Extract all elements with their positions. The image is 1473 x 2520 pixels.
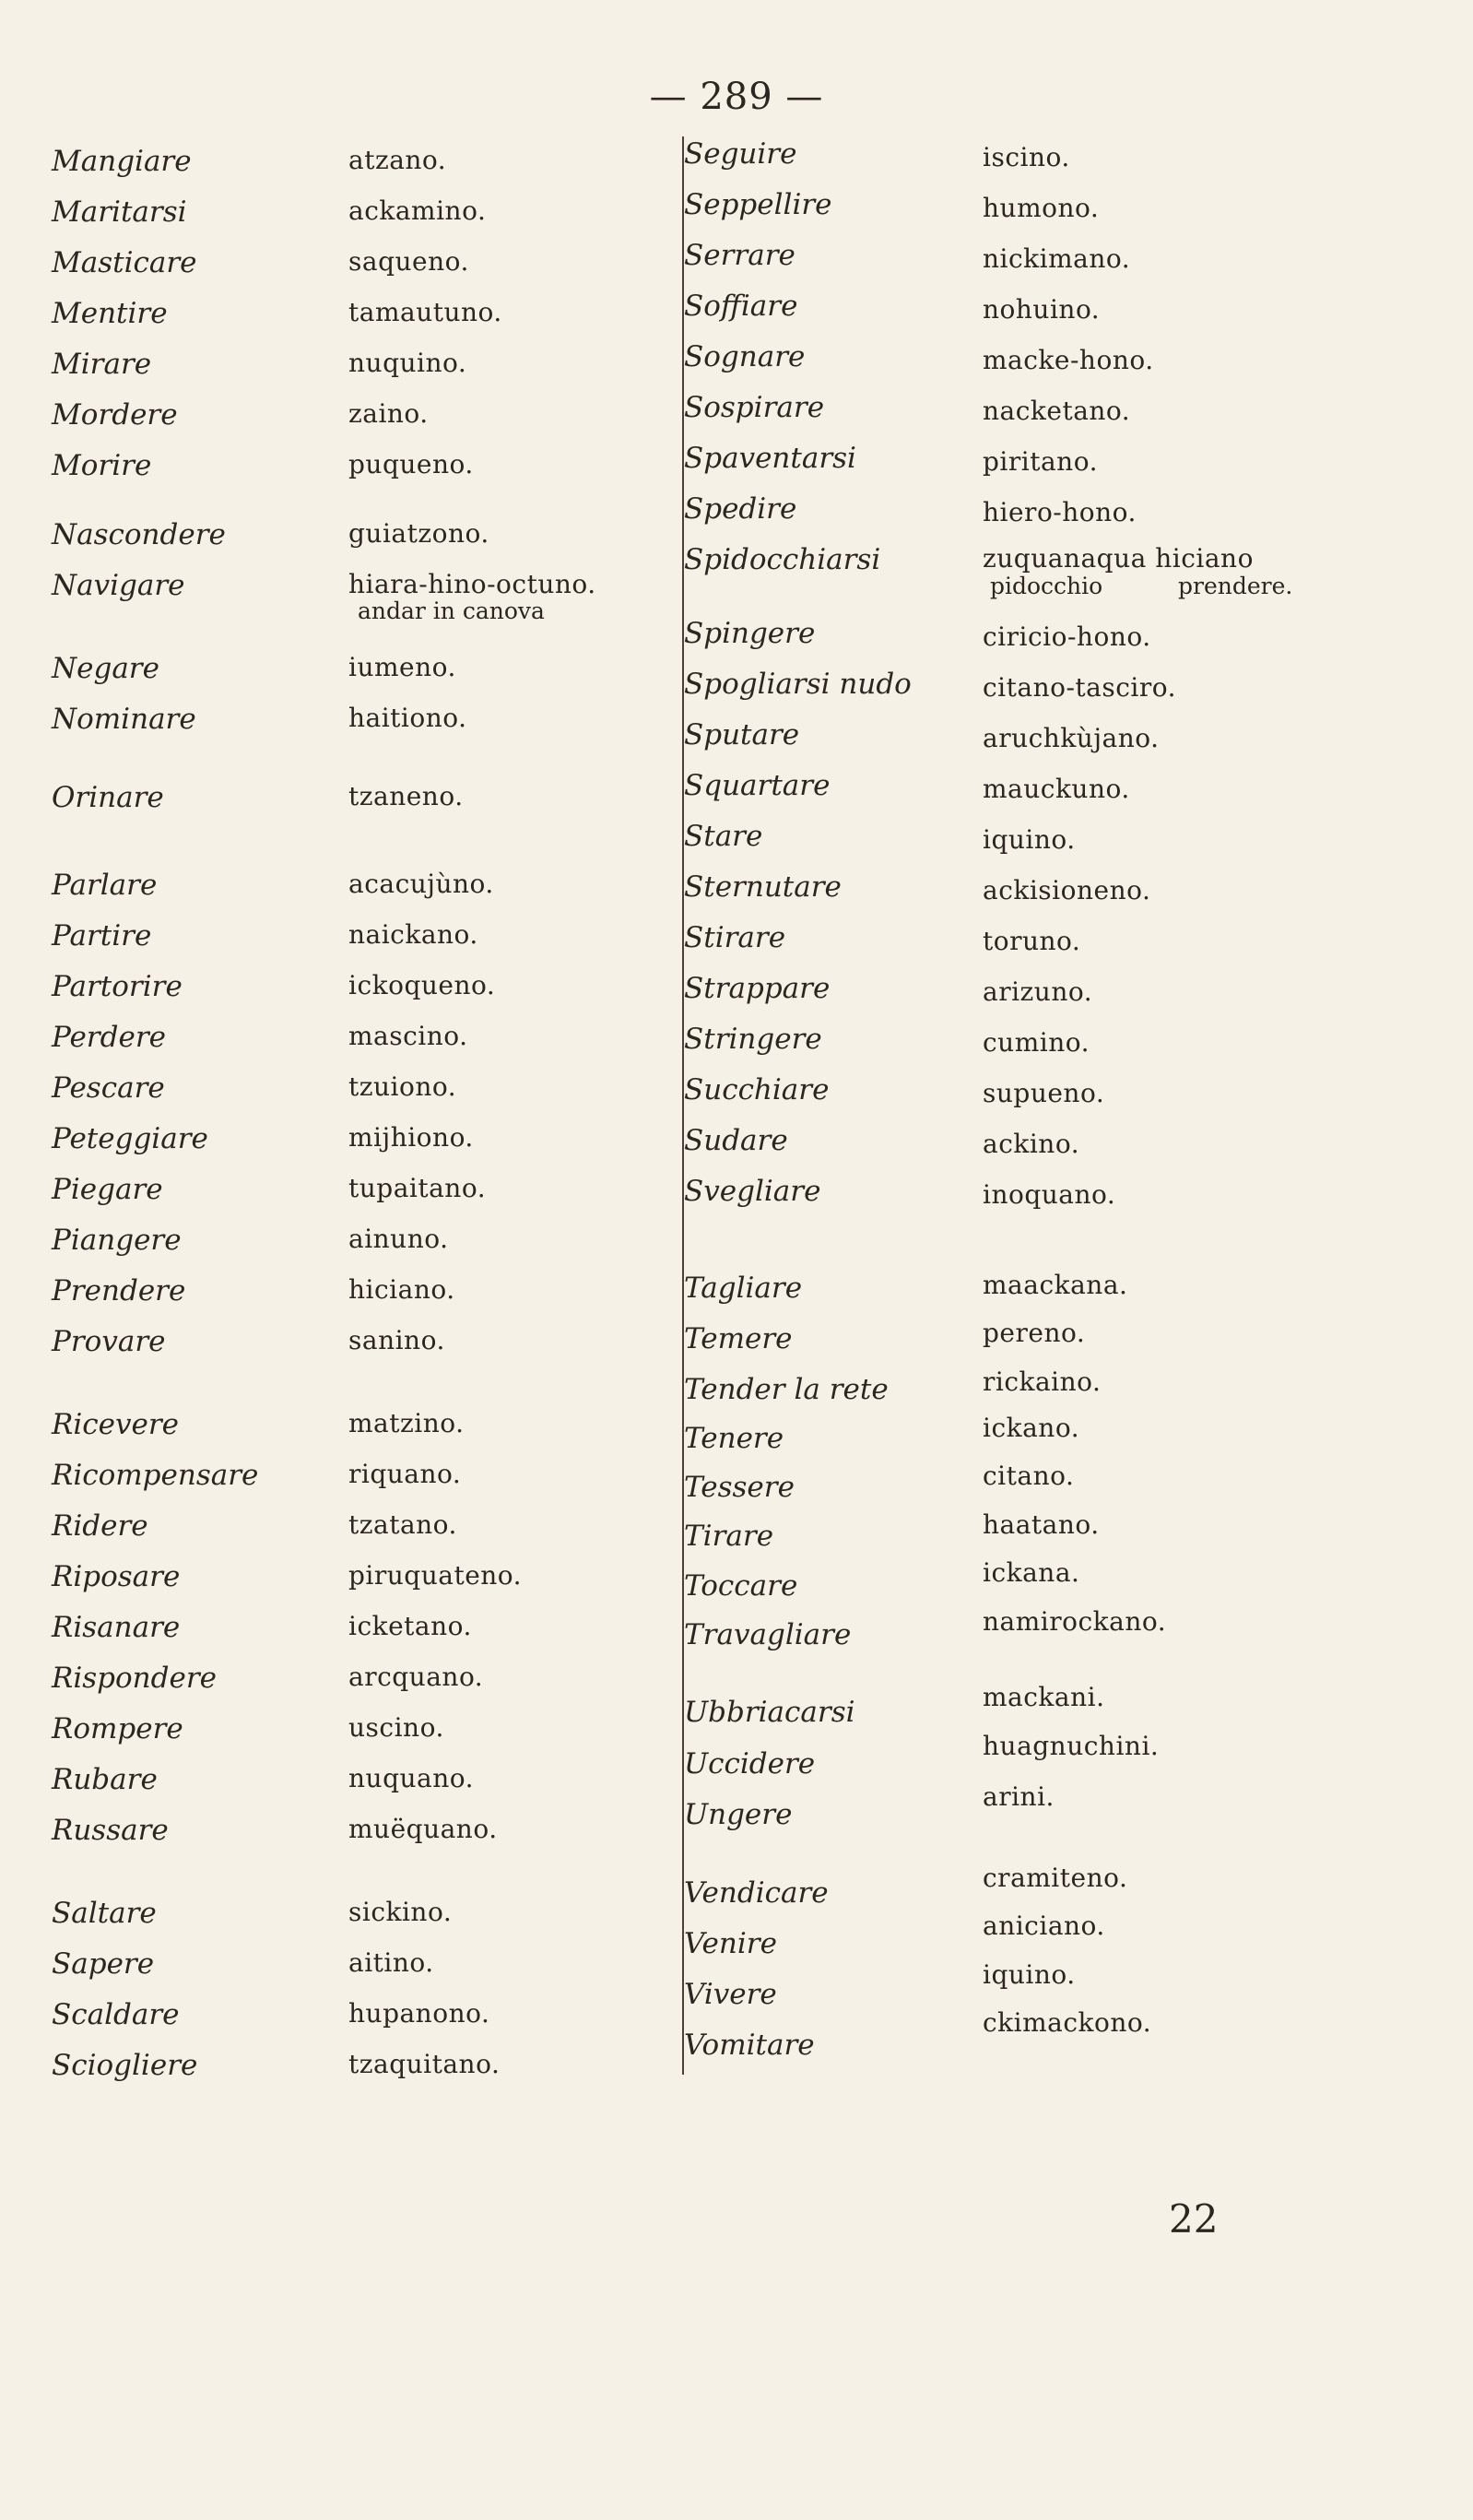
gloss-navigare: andar in canova [358,597,545,624]
right-verb: Toccare [684,1569,798,1603]
left-translation: icketano. [348,1611,472,1641]
right-translation: ackino. [983,1129,1080,1159]
right-verb: Sognare [684,340,806,373]
right-verb: Spidocchiarsi [684,543,881,576]
left-verb: Parlare [52,869,158,902]
right-verb: Tenere [684,1422,784,1455]
right-verb: Tagliare [684,1272,803,1305]
right-translation: nohuino. [983,294,1101,325]
left-translation: tzaquitano. [348,2049,501,2079]
left-verb: Russare [52,1814,169,1847]
left-translation: ainuno. [348,1224,449,1254]
right-translation: arizuno. [983,976,1093,1007]
right-translation: ciricio-hono. [983,621,1151,652]
right-verb: Uccidere [684,1747,816,1781]
right-verb: Stare [684,820,763,853]
right-translation: ckimackono. [983,2007,1152,2038]
left-translation: mascino. [348,1021,468,1051]
left-verb: Partorire [52,970,183,1003]
left-verb: Peteggiare [52,1122,208,1155]
right-translation: citano-tasciro. [983,672,1177,703]
right-verb: Tessere [684,1471,795,1504]
right-translation: humono. [983,193,1100,223]
right-verb: Strappare [684,972,831,1005]
left-translation: tzaneno. [348,781,464,811]
right-translation: hiero-hono. [983,497,1137,527]
left-verb: Provare [52,1325,166,1358]
left-translation: sanino. [348,1325,445,1355]
right-verb: Venire [684,1927,777,1960]
right-verb: Soffiare [684,290,798,323]
left-verb: Negare [52,652,159,685]
left-translation: arcquano. [348,1662,484,1692]
right-verb: Serrare [684,239,795,272]
left-verb: Mangiare [52,145,192,178]
right-translation: nickimano. [983,243,1131,274]
left-verb: Ricompensare [52,1459,259,1492]
right-translation: zuquanaqua hiciano [983,543,1254,574]
left-translation: tamautuno. [348,297,502,327]
left-verb: Mentire [52,297,168,330]
right-translation: iscino. [983,142,1070,172]
left-translation: saqueno. [348,246,469,277]
page-number: — 289 — [649,76,824,118]
right-verb: Temere [684,1322,793,1355]
right-translation: mauckuno. [983,774,1130,804]
left-translation: riquano. [348,1459,462,1489]
left-translation: zaino. [348,398,429,429]
left-verb: Scaldare [52,1998,180,2031]
right-verb: Tender la rete [684,1373,889,1406]
right-translation: arini. [983,1781,1055,1812]
right-translation: supueno. [983,1078,1105,1108]
left-verb: Mirare [52,348,152,381]
left-verb: Perdere [52,1021,166,1054]
left-translation: tzatano. [348,1509,457,1540]
right-translation: cumino. [983,1027,1090,1058]
right-verb: Ubbriacarsi [684,1696,855,1729]
left-translation: tzuiono. [348,1071,457,1102]
left-translation: ackamino. [348,195,487,226]
left-translation: hiciano. [348,1274,455,1305]
right-verb: Travagliare [684,1618,852,1651]
right-translation: mackani. [983,1682,1105,1712]
left-verb: Rompere [52,1712,183,1745]
right-translation: ickana. [983,1557,1080,1588]
left-translation: ickoqueno. [348,970,496,1000]
left-verb: Navigare [52,569,185,602]
right-translation: macke-hono. [983,345,1154,375]
left-verb: Nascondere [52,518,226,551]
right-verb: Vendicare [684,1876,829,1910]
left-translation: puqueno. [348,449,474,479]
left-verb: Sciogliere [52,2049,198,2082]
right-translation: nacketano. [983,396,1131,426]
right-verb: Svegliare [684,1175,821,1208]
left-verb: Piegare [52,1173,163,1206]
right-verb: Sudare [684,1124,788,1157]
left-verb: Riposare [52,1560,181,1593]
left-verb: Partire [52,919,152,952]
left-translation: tupaitano. [348,1173,487,1203]
left-verb: Piangere [52,1224,182,1257]
left-verb: Maritarsi [52,195,187,229]
right-verb: Spingere [684,617,816,650]
right-translation: iquino. [983,824,1076,855]
right-translation: pereno. [983,1318,1086,1348]
left-translation: hiara-hino-octuno. [348,569,596,599]
right-translation: ackisioneno. [983,875,1151,905]
gloss-spidocchiarsi-1: pidocchio [990,573,1103,599]
left-translation: guiatzono. [348,518,489,549]
left-verb: Prendere [52,1274,186,1307]
right-verb: Ungere [684,1798,793,1831]
left-translation: mijhiono. [348,1122,474,1153]
left-verb: Masticare [52,246,197,279]
left-verb: Saltare [52,1897,157,1930]
right-translation: aruchkùjano. [983,723,1160,753]
left-verb: Morire [52,449,152,482]
right-verb: Spogliarsi nudo [684,668,912,701]
right-translation: maackana. [983,1270,1128,1300]
left-verb: Ridere [52,1509,148,1543]
left-verb: Sapere [52,1947,155,1981]
right-translation: iquino. [983,1959,1076,1990]
right-translation: citano. [983,1461,1075,1491]
right-verb: Sputare [684,718,800,751]
left-verb: Ricevere [52,1408,179,1441]
left-verb: Rubare [52,1763,158,1796]
left-translation: muëquano. [348,1814,498,1844]
right-verb: Vomitare [684,2029,815,2062]
left-translation: atzano. [348,145,447,175]
right-translation: cramiteno. [983,1863,1128,1893]
right-translation: inoquano. [983,1179,1116,1210]
right-verb: Succhiare [684,1073,830,1106]
left-translation: iumeno. [348,652,456,682]
right-verb: Stringere [684,1023,822,1056]
left-verb: Mordere [52,398,178,432]
left-translation: hupanono. [348,1998,490,2029]
right-translation: aniciano. [983,1911,1105,1941]
left-verb: Orinare [52,781,164,814]
right-translation: piritano. [983,446,1098,477]
left-translation: naickano. [348,919,478,950]
left-verb: Risanare [52,1611,181,1644]
right-verb: Stirare [684,921,786,954]
left-translation: aitino. [348,1947,434,1978]
right-verb: Seguire [684,137,797,171]
right-verb: Squartare [684,769,831,802]
left-translation: acacujùno. [348,869,494,899]
right-verb: Spedire [684,492,797,526]
left-translation: nuquano. [348,1763,475,1793]
right-translation: ickano. [983,1413,1080,1443]
right-verb: Tirare [684,1520,774,1553]
left-verb: Rispondere [52,1662,217,1695]
left-translation: nuquino. [348,348,467,378]
right-verb: Spaventarsi [684,442,856,475]
gloss-spidocchiarsi-2: prendere. [1178,573,1293,599]
left-translation: piruquateno. [348,1560,523,1591]
right-verb: Seppellire [684,188,832,221]
left-translation: haitiono. [348,703,467,733]
left-translation: matzino. [348,1408,465,1438]
right-verb: Vivere [684,1978,777,2011]
right-translation: rickaino. [983,1366,1102,1397]
right-translation: huagnuchini. [983,1731,1160,1761]
signature-mark: 22 [1169,2196,1219,2242]
right-translation: namirockano. [983,1606,1167,1637]
left-translation: sickino. [348,1897,453,1927]
right-verb: Sternutare [684,870,842,904]
left-translation: uscino. [348,1712,444,1743]
right-translation: toruno. [983,926,1081,956]
left-verb: Nominare [52,703,196,736]
left-verb: Pescare [52,1071,165,1105]
right-translation: haatano. [983,1509,1100,1540]
right-verb: Sospirare [684,391,825,424]
